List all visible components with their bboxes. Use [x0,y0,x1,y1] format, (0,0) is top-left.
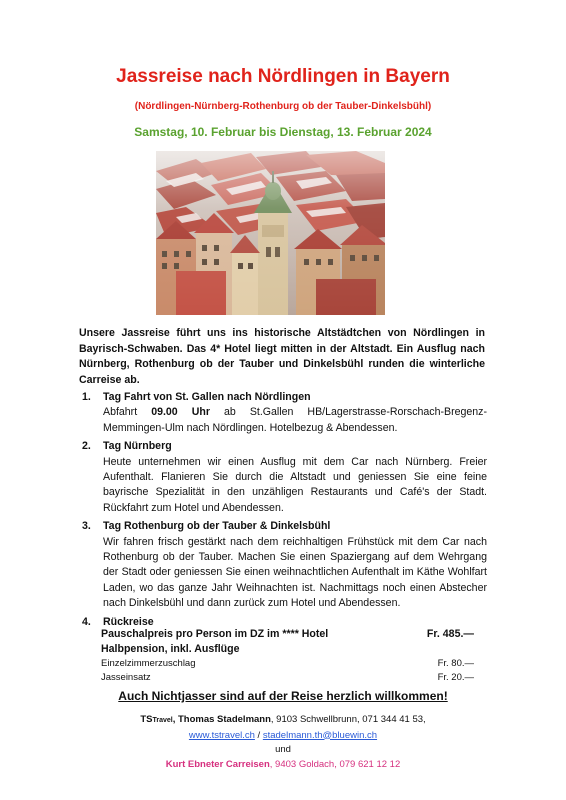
price-row-inclusions [101,642,474,657]
email-link[interactable]: stadelmann.th@bluewin.ch [262,729,378,741]
and-text: und [275,744,291,755]
welcome-note: Auch Nichtjasser sind auf der Reise herzlich willkommen! [118,689,448,703]
day-text-prefix: Abfahrt [103,406,152,419]
page-title: Jassreise nach Nördlingen in Bayern [116,66,450,87]
partner-info: , 9403 Goldach, 079 621 12 12 [269,758,401,770]
contact-block [0,713,566,772]
company-logo-travel: Travel [152,717,173,724]
day-description: Heute unternehmen wir einen Ausflug mit dem Car nach Nürnberg. Freier Aufenthalt. Flanieren Sie durch die Altstadt und geniessen Sie eine feine bayrische Spezialität in den unzähligen Restaurants und Café's der Stadt. Rückfahrt zum Hotel und Abendessen. [103,455,487,514]
day-number: 1. [82,391,91,403]
intro-paragraph: Unsere Jassreise führt uns ins historische Altstädtchen von Nördlingen in Bayrisch-Schwaben. Das 4* Hotel liegt mitten in der Altstadt. Ein Ausflug nach Nürnberg, Rothenburg ob der Tauber und Dinkelsbühl runden die winterliche Carreise ab. [79,327,485,386]
partner-line [0,758,566,773]
day-number: 2. [82,440,91,453]
price-value: Fr. 485.— [426,628,474,640]
day-text: ab St.Gallen HB/Lagerstrasse-Rorschach-Bregenz-Memmingen-Ulm nach Nördlingen. Hotelbezug & Abendessen. [103,406,488,434]
price-value: Fr. 80.— [437,658,474,669]
website-link[interactable]: www.tstravel.ch [188,729,255,741]
town-aerial-photo [156,151,385,315]
price-label: Jasseinsatz [101,672,151,683]
day-description [103,405,487,436]
price-table [101,627,474,685]
price-row-package [101,627,474,642]
organizer-line [0,713,566,729]
links-line [0,729,566,744]
day-description: Wir fahren frisch gestärkt nach dem reichhaltigen Frühstück mit dem Car nach Rothenburg ob der Tauber. Machen Sie einen Spaziergang auf dem Wehrgang der Stadt oder geniessen Sie einen weihnachtlichen Aufenthalt im Käthe Wohlfart Laden, wo das ganze Jahr Weihnachten ist. Nachmittags noch einen Abstecher nach Dinkelsbühl und dann zurück zum Hotel und Abendessen. [103,535,487,610]
day-number: 4. [82,615,91,628]
price-value: Fr. 20.— [437,672,474,683]
company-logo-ts: TS [140,714,153,725]
day-heading: Tag Rothenburg ob der Tauber & Dinkelsbühl [103,520,331,533]
organizer-name: , Thomas Stadelmann [172,714,271,725]
inclusions-label: Halbpension, inkl. Ausflüge [101,643,240,655]
day-heading: Rückreise [103,615,154,628]
organizer-address: , 9103 Schwellbrunn, 071 344 41 53, [270,714,426,725]
route-subtitle: (Nördlingen-Nürnberg-Rothenburg ob der Tauber-Dinkelsbühl) [134,101,432,112]
price-label: Pauschalpreis pro Person im DZ im **** Hotel [101,628,329,640]
day-heading: Tag Nürnberg [103,440,172,453]
itinerary-day-2 [82,439,487,516]
price-row-jass [101,671,474,685]
travel-dates: Samstag, 10. Februar bis Dienstag, 13. Februar 2024 [134,125,432,139]
day-number: 3. [82,520,91,533]
town-aerial-illustration [156,151,385,315]
itinerary-list [82,390,487,633]
departure-time: 09.00 Uhr [151,406,210,419]
itinerary-day-3 [82,519,487,611]
itinerary-day-1 [82,390,487,436]
day-heading: Tag Fahrt von St. Gallen nach Nördlingen [103,391,311,403]
price-label: Einzelzimmerzuschlag [101,658,196,669]
partner-name: Kurt Ebneter Carreisen [165,758,270,770]
price-row-single-room [101,657,474,671]
link-separator: / [254,729,263,741]
